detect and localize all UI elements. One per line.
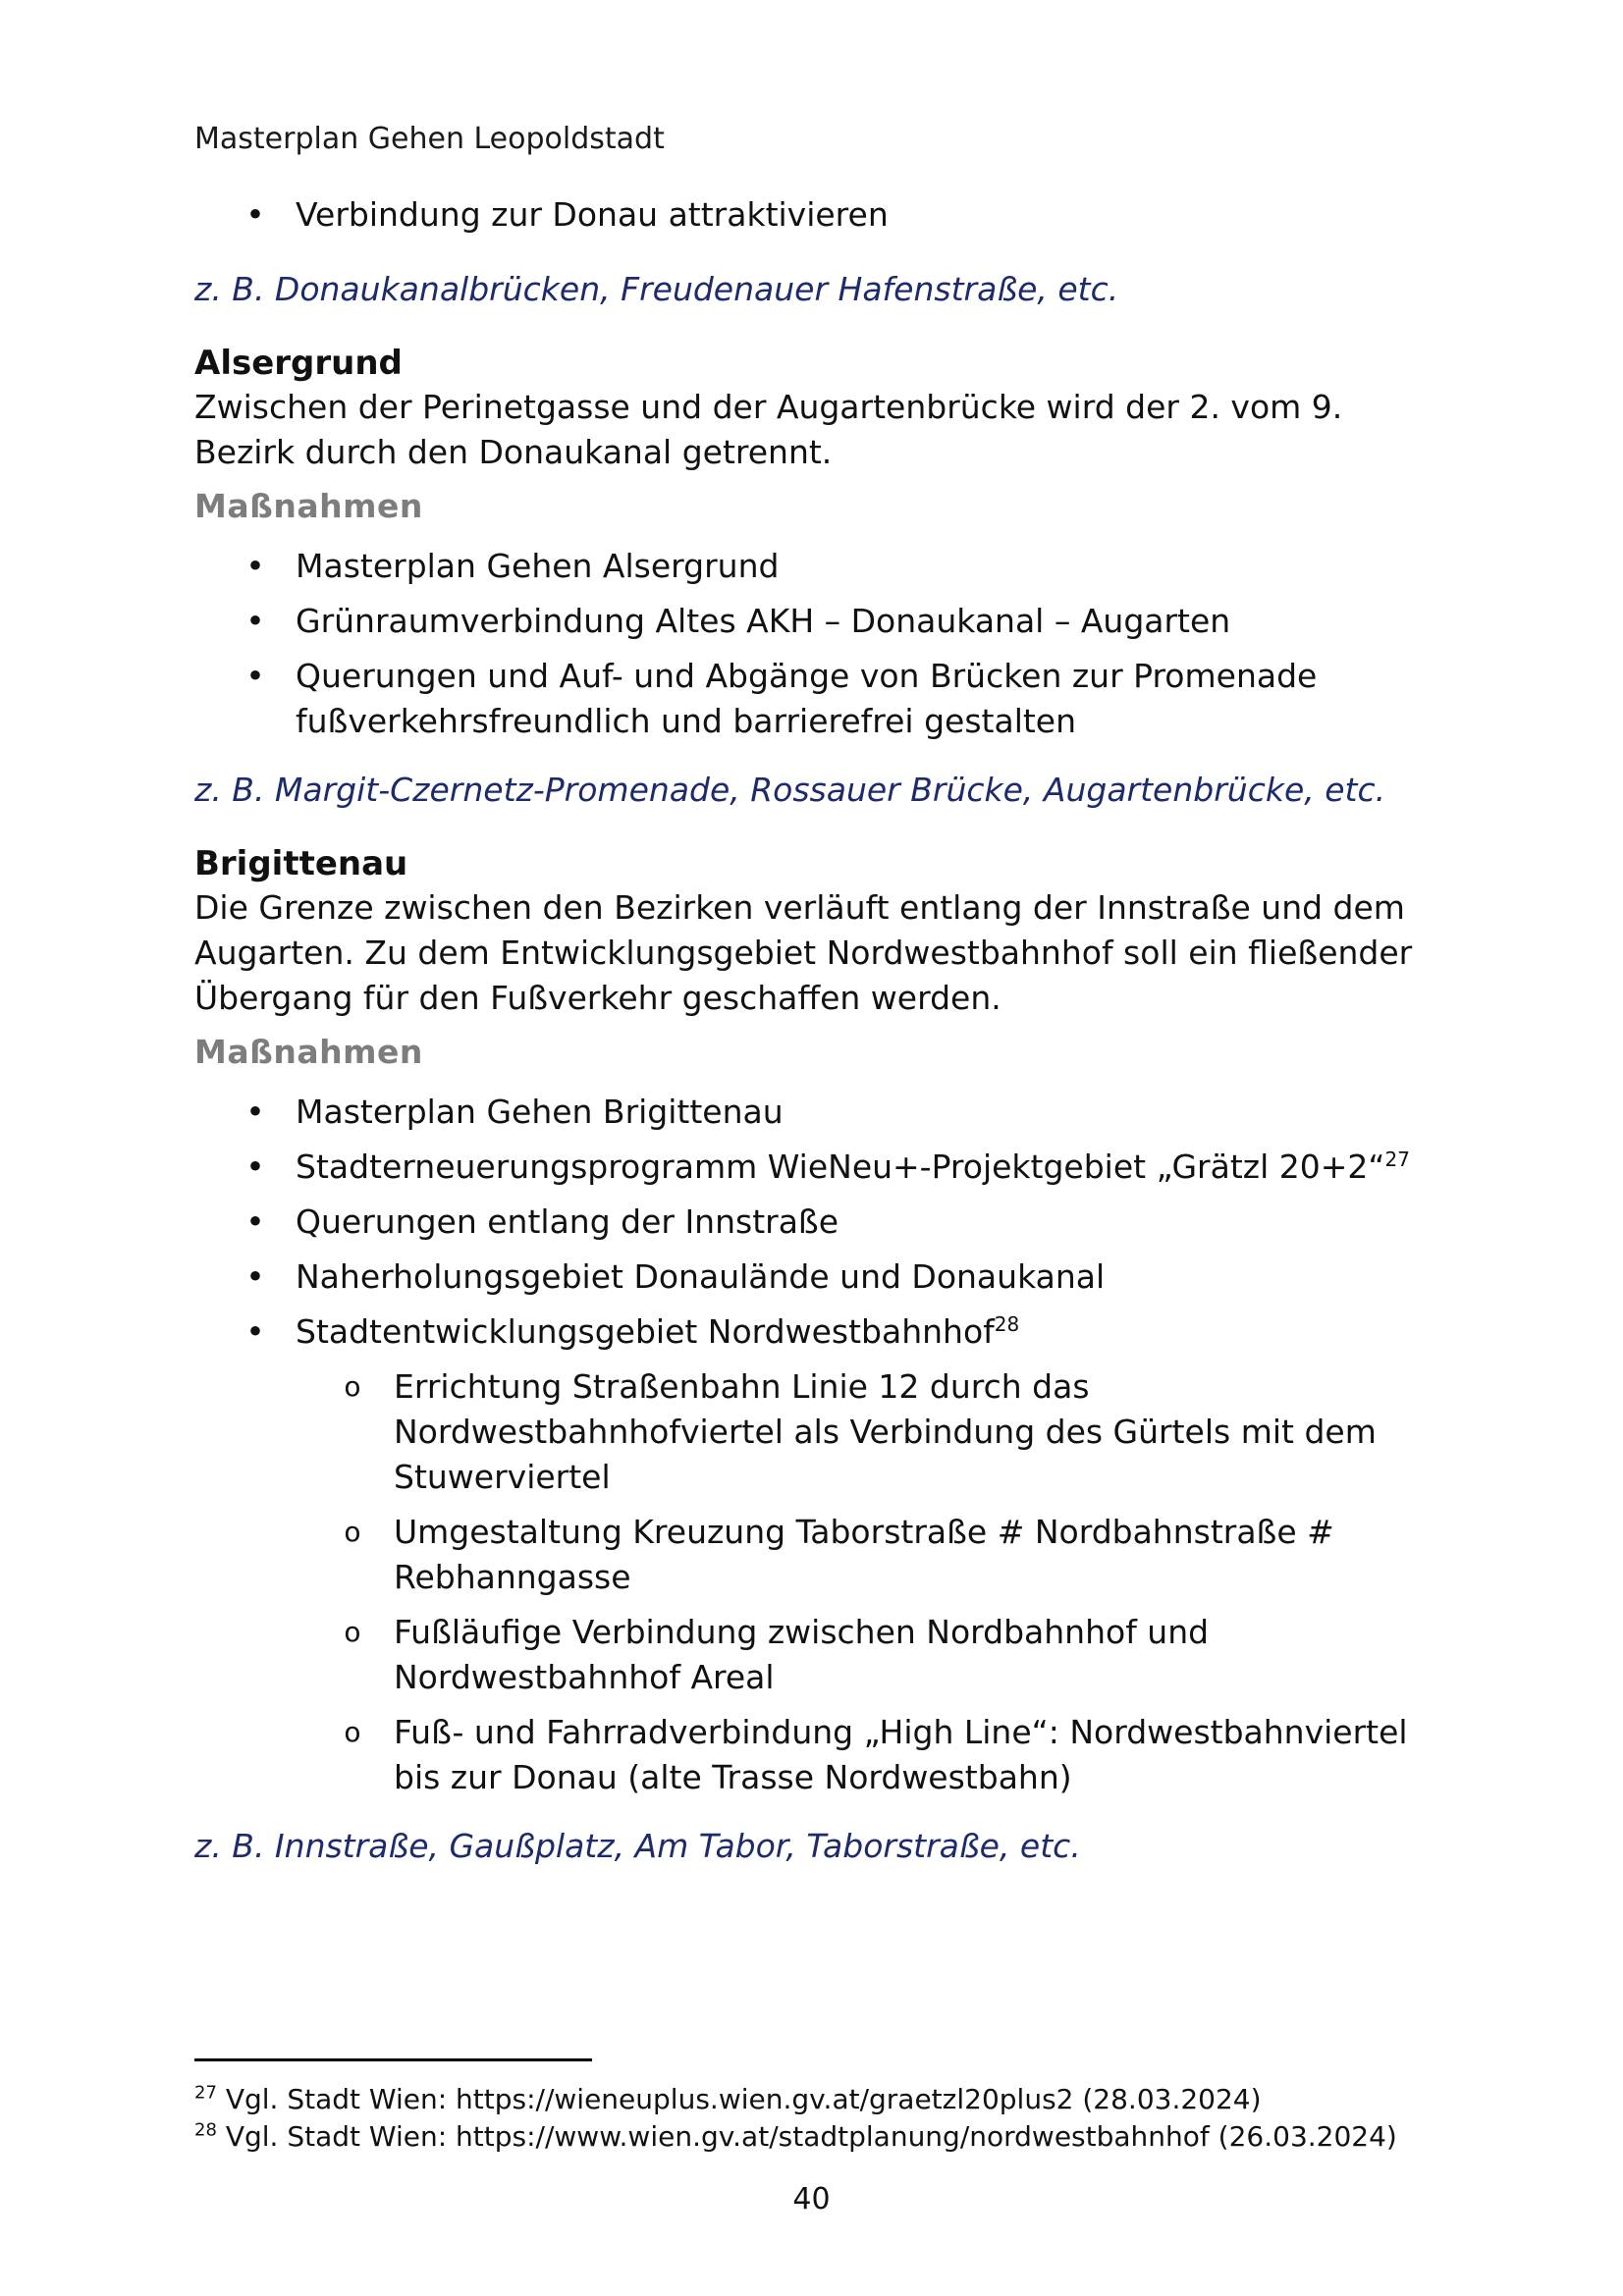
brigittenau-heading: Brigittenau	[194, 844, 408, 883]
bullet-icon: •	[245, 1093, 265, 1131]
nordwestbahnhof-sub-list	[296, 1364, 1432, 1800]
list-item: • Verbindung zur Donau attraktivieren	[194, 192, 1432, 238]
footnote-separator	[194, 2058, 592, 2061]
circle-bullet-icon: o	[344, 1616, 361, 1648]
brigittenau-measures-label: Maßnahmen	[194, 1033, 423, 1071]
list-item: • Naherholungsgebiet Donaulände und Donaukanal	[194, 1255, 1432, 1300]
alsergrund-heading: Alsergrund	[194, 344, 403, 383]
circle-bullet-icon: o	[344, 1516, 361, 1548]
bullet-icon: •	[245, 602, 265, 640]
sub-list-item: o Fußläufige Verbindung zwischen Nordbahnhof und Nordwestbahnhof Areal	[296, 1610, 1432, 1700]
footnote-ref-28[interactable]: 28	[994, 1312, 1020, 1336]
brigittenau-bullet-list	[194, 1090, 1432, 1800]
list-item: • Masterplan Gehen Brigittenau	[194, 1090, 1432, 1135]
bullet-icon: •	[245, 1312, 265, 1351]
alsergrund-bullet-list	[194, 544, 1432, 744]
alsergrund-example: z. B. Margit-Czernetz-Promenade, Rossauer Brücke, Augartenbrücke, etc.	[194, 771, 1386, 809]
footnote-ref-27[interactable]: 27	[1384, 1148, 1410, 1171]
list-item: • Querungen entlang der Innstraße	[194, 1200, 1432, 1245]
brigittenau-example: z. B. Innstraße, Gaußplatz, Am Tabor, Taborstraße, etc.	[194, 1827, 1081, 1865]
bullet-icon: •	[245, 1148, 265, 1186]
brigittenau-text: Die Grenze zwischen den Bezirken verläuft entlang der Innstraße und dem Augarten. Zu dem Entwicklungsgebiet Nordwestbahnhof soll ein fließender Übergang für den Fußverkehr geschaffen werden.	[194, 888, 1413, 1017]
list-item: • Querungen und Auf- und Abgänge von Brücken zur Promenade fußverkehrsfreundlich und barrierefrei gestalten	[194, 654, 1432, 744]
intro-bullet-list	[194, 192, 1432, 238]
footnotes	[194, 2081, 1471, 2156]
list-item: • Grünraumverbindung Altes AKH – Donaukanal – Augarten	[194, 599, 1432, 644]
sub-list-item: o Umgestaltung Kreuzung Taborstraße # Nordbahnstraße # Rebhanngasse	[296, 1510, 1432, 1600]
bullet-icon: •	[245, 1202, 265, 1241]
page-number: 40	[792, 2182, 831, 2216]
list-item: • Stadterneuerungsprogramm WieNeu+-Projektgebiet „Grätzl 20+2“$^{27}$	[194, 1145, 1432, 1190]
footnote-27: $^{27}$ Vgl. Stadt Wien: https://wieneuplus.wien.gv.at/graetzl20plus2 (28.03.2024)	[194, 2082, 1262, 2115]
page-content	[194, 192, 1432, 1869]
circle-bullet-icon: o	[344, 1370, 361, 1403]
list-item: • Masterplan Gehen Alsergrund	[194, 544, 1432, 589]
list-item: • Stadtentwicklungsgebiet Nordwestbahnhof$^{28}$ o Errichtung Straßenbahn Linie 12 durch das Nordwestbahnhofviertel als Verbindung des Gürtels mit dem Stuwerviertel o Umgestaltung Kreuzung Taborstraße # Nordbahnstraße # Rebhanngasse o Fußläufige Verbindung zwischen Nordbahnhof und Nordwestbahnhof Areal o Fuß- und Fahrradverbindung „High Line“: Nordwestbahnviertel bis zur Donau (alte Trasse Nordwestbahn)	[194, 1309, 1432, 1800]
footnote-28: $^{28}$ Vgl. Stadt Wien: https://www.wien.gv.at/stadtplanung/nordwestbahnhof (26.03.2024)	[194, 2119, 1397, 2153]
circle-bullet-icon: o	[344, 1716, 361, 1748]
sub-list-item: o Fuß- und Fahrradverbindung „High Line“: Nordwestbahnviertel bis zur Donau (alte Trasse Nordwestbahn)	[296, 1710, 1432, 1800]
bullet-icon: •	[245, 195, 265, 234]
intro-example: z. B. Donaukanalbrücken, Freudenauer Hafenstraße, etc.	[194, 270, 1119, 308]
running-header: Masterplan Gehen Leopoldstadt	[194, 122, 665, 156]
sub-list-item: o Errichtung Straßenbahn Linie 12 durch das Nordwestbahnhofviertel als Verbindung des Gürtels mit dem Stuwerviertel	[296, 1364, 1432, 1500]
bullet-icon: •	[245, 547, 265, 585]
bullet-icon: •	[245, 1257, 265, 1296]
alsergrund-measures-label: Maßnahmen	[194, 487, 423, 525]
alsergrund-text: Zwischen der Perinetgasse und der Augartenbrücke wird der 2. vom 9. Bezirk durch den Donaukanal getrennt.	[194, 388, 1343, 471]
bullet-icon: •	[245, 657, 265, 695]
